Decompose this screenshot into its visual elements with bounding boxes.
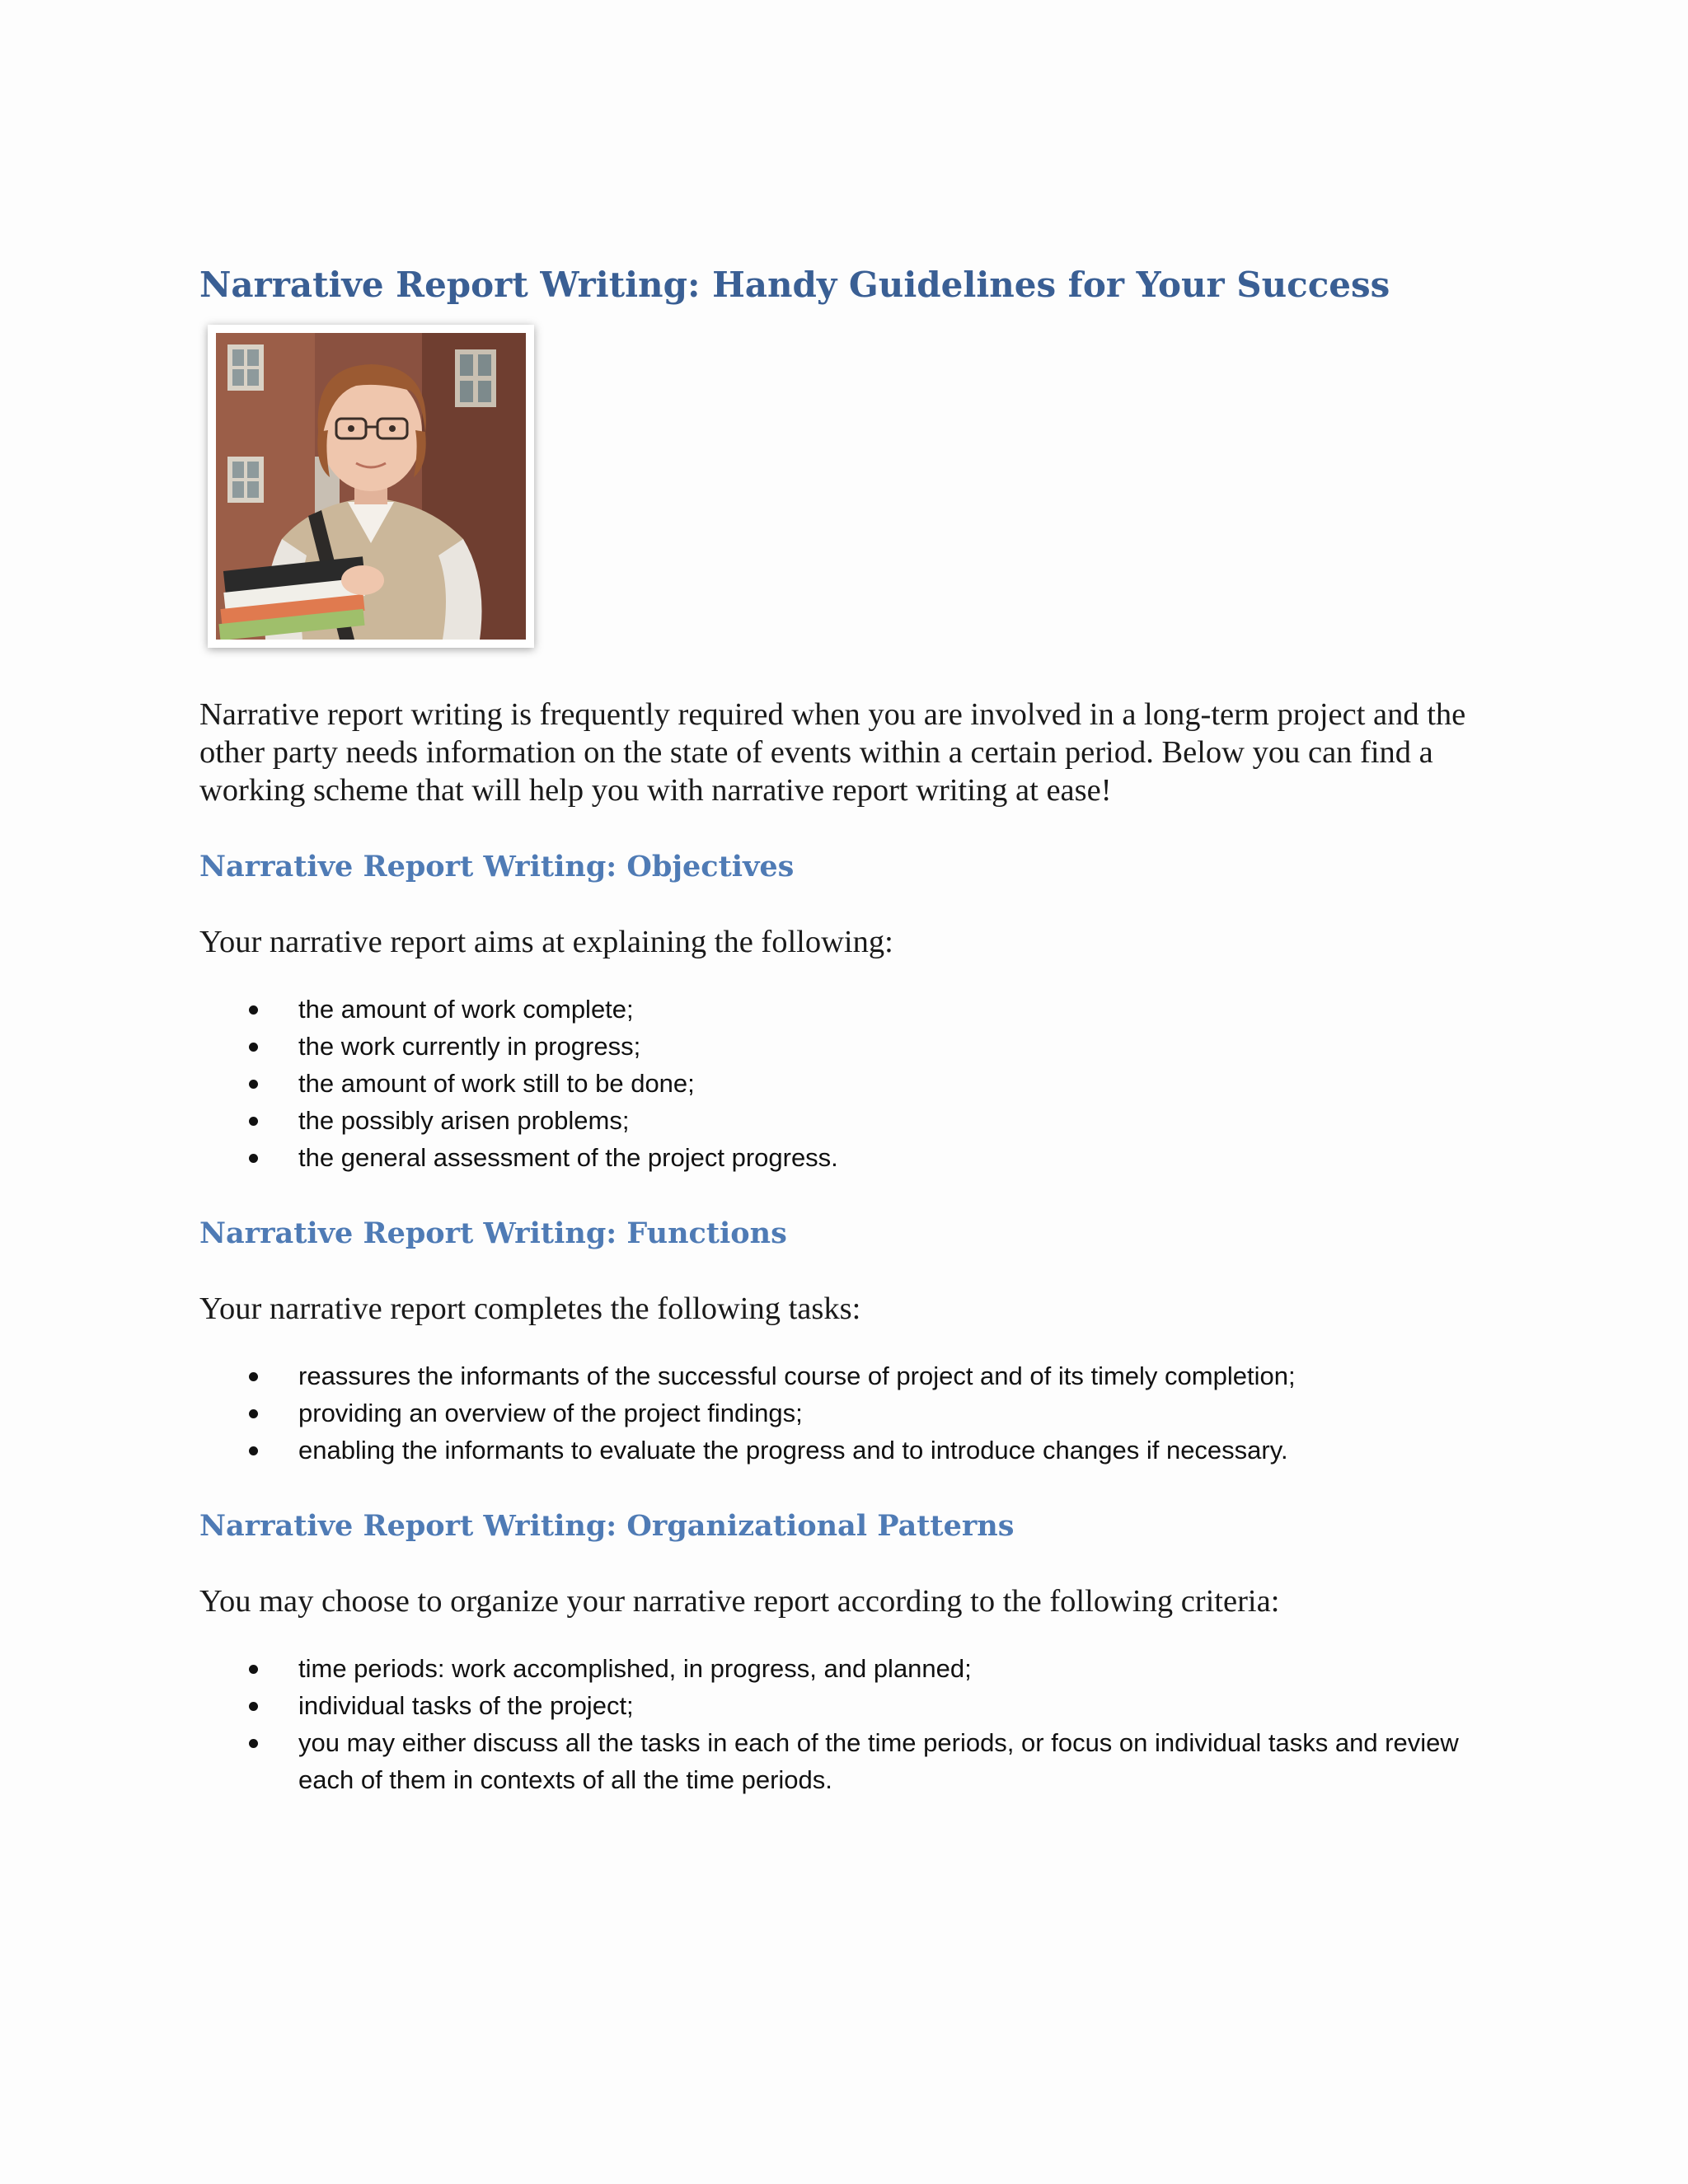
section-lead-objectives: Your narrative report aims at explaining the following: bbox=[199, 925, 893, 959]
list-item bbox=[199, 1065, 1510, 1102]
list-item bbox=[199, 1650, 1510, 1687]
section-lead-organizational-patterns: You may choose to organize your narrative report according to the following criteria: bbox=[199, 1584, 1280, 1619]
list-item bbox=[199, 1394, 1510, 1432]
list-item-text: the general assessment of the project progress. bbox=[298, 1143, 838, 1172]
list-item bbox=[199, 991, 1510, 1028]
bullet-icon bbox=[249, 1117, 258, 1126]
organizational-patterns-list bbox=[199, 1650, 1510, 1798]
list-item bbox=[199, 1102, 1510, 1139]
list-item-text: enabling the informants to evaluate the progress and to introduce changes if necessary. bbox=[298, 1436, 1288, 1465]
student-photo bbox=[216, 333, 526, 640]
list-item-text: the work currently in progress; bbox=[298, 1032, 641, 1061]
objectives-list bbox=[199, 991, 1510, 1176]
bullet-icon bbox=[249, 1080, 258, 1089]
bullet-icon bbox=[249, 1005, 258, 1015]
bullet-icon bbox=[249, 1702, 258, 1711]
bullet-icon bbox=[249, 1154, 258, 1163]
list-item bbox=[199, 1139, 1510, 1176]
bullet-icon bbox=[249, 1409, 258, 1418]
list-item-text: the possibly arisen problems; bbox=[298, 1106, 630, 1135]
list-item-text: you may either discuss all the tasks in each of the time periods, or focus on individual tasks and review each of them in contexts of all the time periods. bbox=[298, 1728, 1459, 1794]
bullet-icon bbox=[249, 1739, 258, 1748]
list-item bbox=[199, 1724, 1510, 1798]
list-item bbox=[199, 1687, 1510, 1724]
student-photo-frame bbox=[208, 325, 534, 648]
intro-paragraph: Narrative report writing is frequently required when you are involved in a long-term project and the other party needs information on the state of events within a certain period. Below you can find a working scheme that will help you with narrative report writing at ease! bbox=[199, 697, 1466, 808]
list-item-text: the amount of work complete; bbox=[298, 995, 634, 1024]
list-item-text: the amount of work still to be done; bbox=[298, 1069, 695, 1098]
section-heading-functions: Narrative Report Writing: Functions bbox=[199, 1216, 787, 1250]
bullet-icon bbox=[249, 1043, 258, 1052]
list-item bbox=[199, 1432, 1510, 1469]
bullet-icon bbox=[249, 1446, 258, 1455]
page-title: Narrative Report Writing: Handy Guidelines for Your Success bbox=[199, 265, 1390, 305]
section-heading-organizational-patterns: Narrative Report Writing: Organizational Patterns bbox=[199, 1509, 1015, 1543]
section-lead-functions: Your narrative report completes the following tasks: bbox=[199, 1291, 861, 1326]
list-item bbox=[199, 1028, 1510, 1065]
list-item-text: time periods: work accomplished, in progress, and planned; bbox=[298, 1654, 972, 1683]
functions-list bbox=[199, 1357, 1510, 1469]
list-item-text: providing an overview of the project findings; bbox=[298, 1399, 803, 1427]
list-item-text: reassures the informants of the successful course of project and of its timely completion; bbox=[298, 1361, 1296, 1390]
student-photo-illustration bbox=[216, 333, 526, 640]
section-heading-objectives: Narrative Report Writing: Objectives bbox=[199, 850, 795, 883]
list-item bbox=[199, 1357, 1510, 1394]
bullet-icon bbox=[249, 1372, 258, 1381]
document-content bbox=[199, 255, 1510, 1798]
list-item-text: individual tasks of the project; bbox=[298, 1691, 634, 1720]
bullet-icon bbox=[249, 1665, 258, 1674]
